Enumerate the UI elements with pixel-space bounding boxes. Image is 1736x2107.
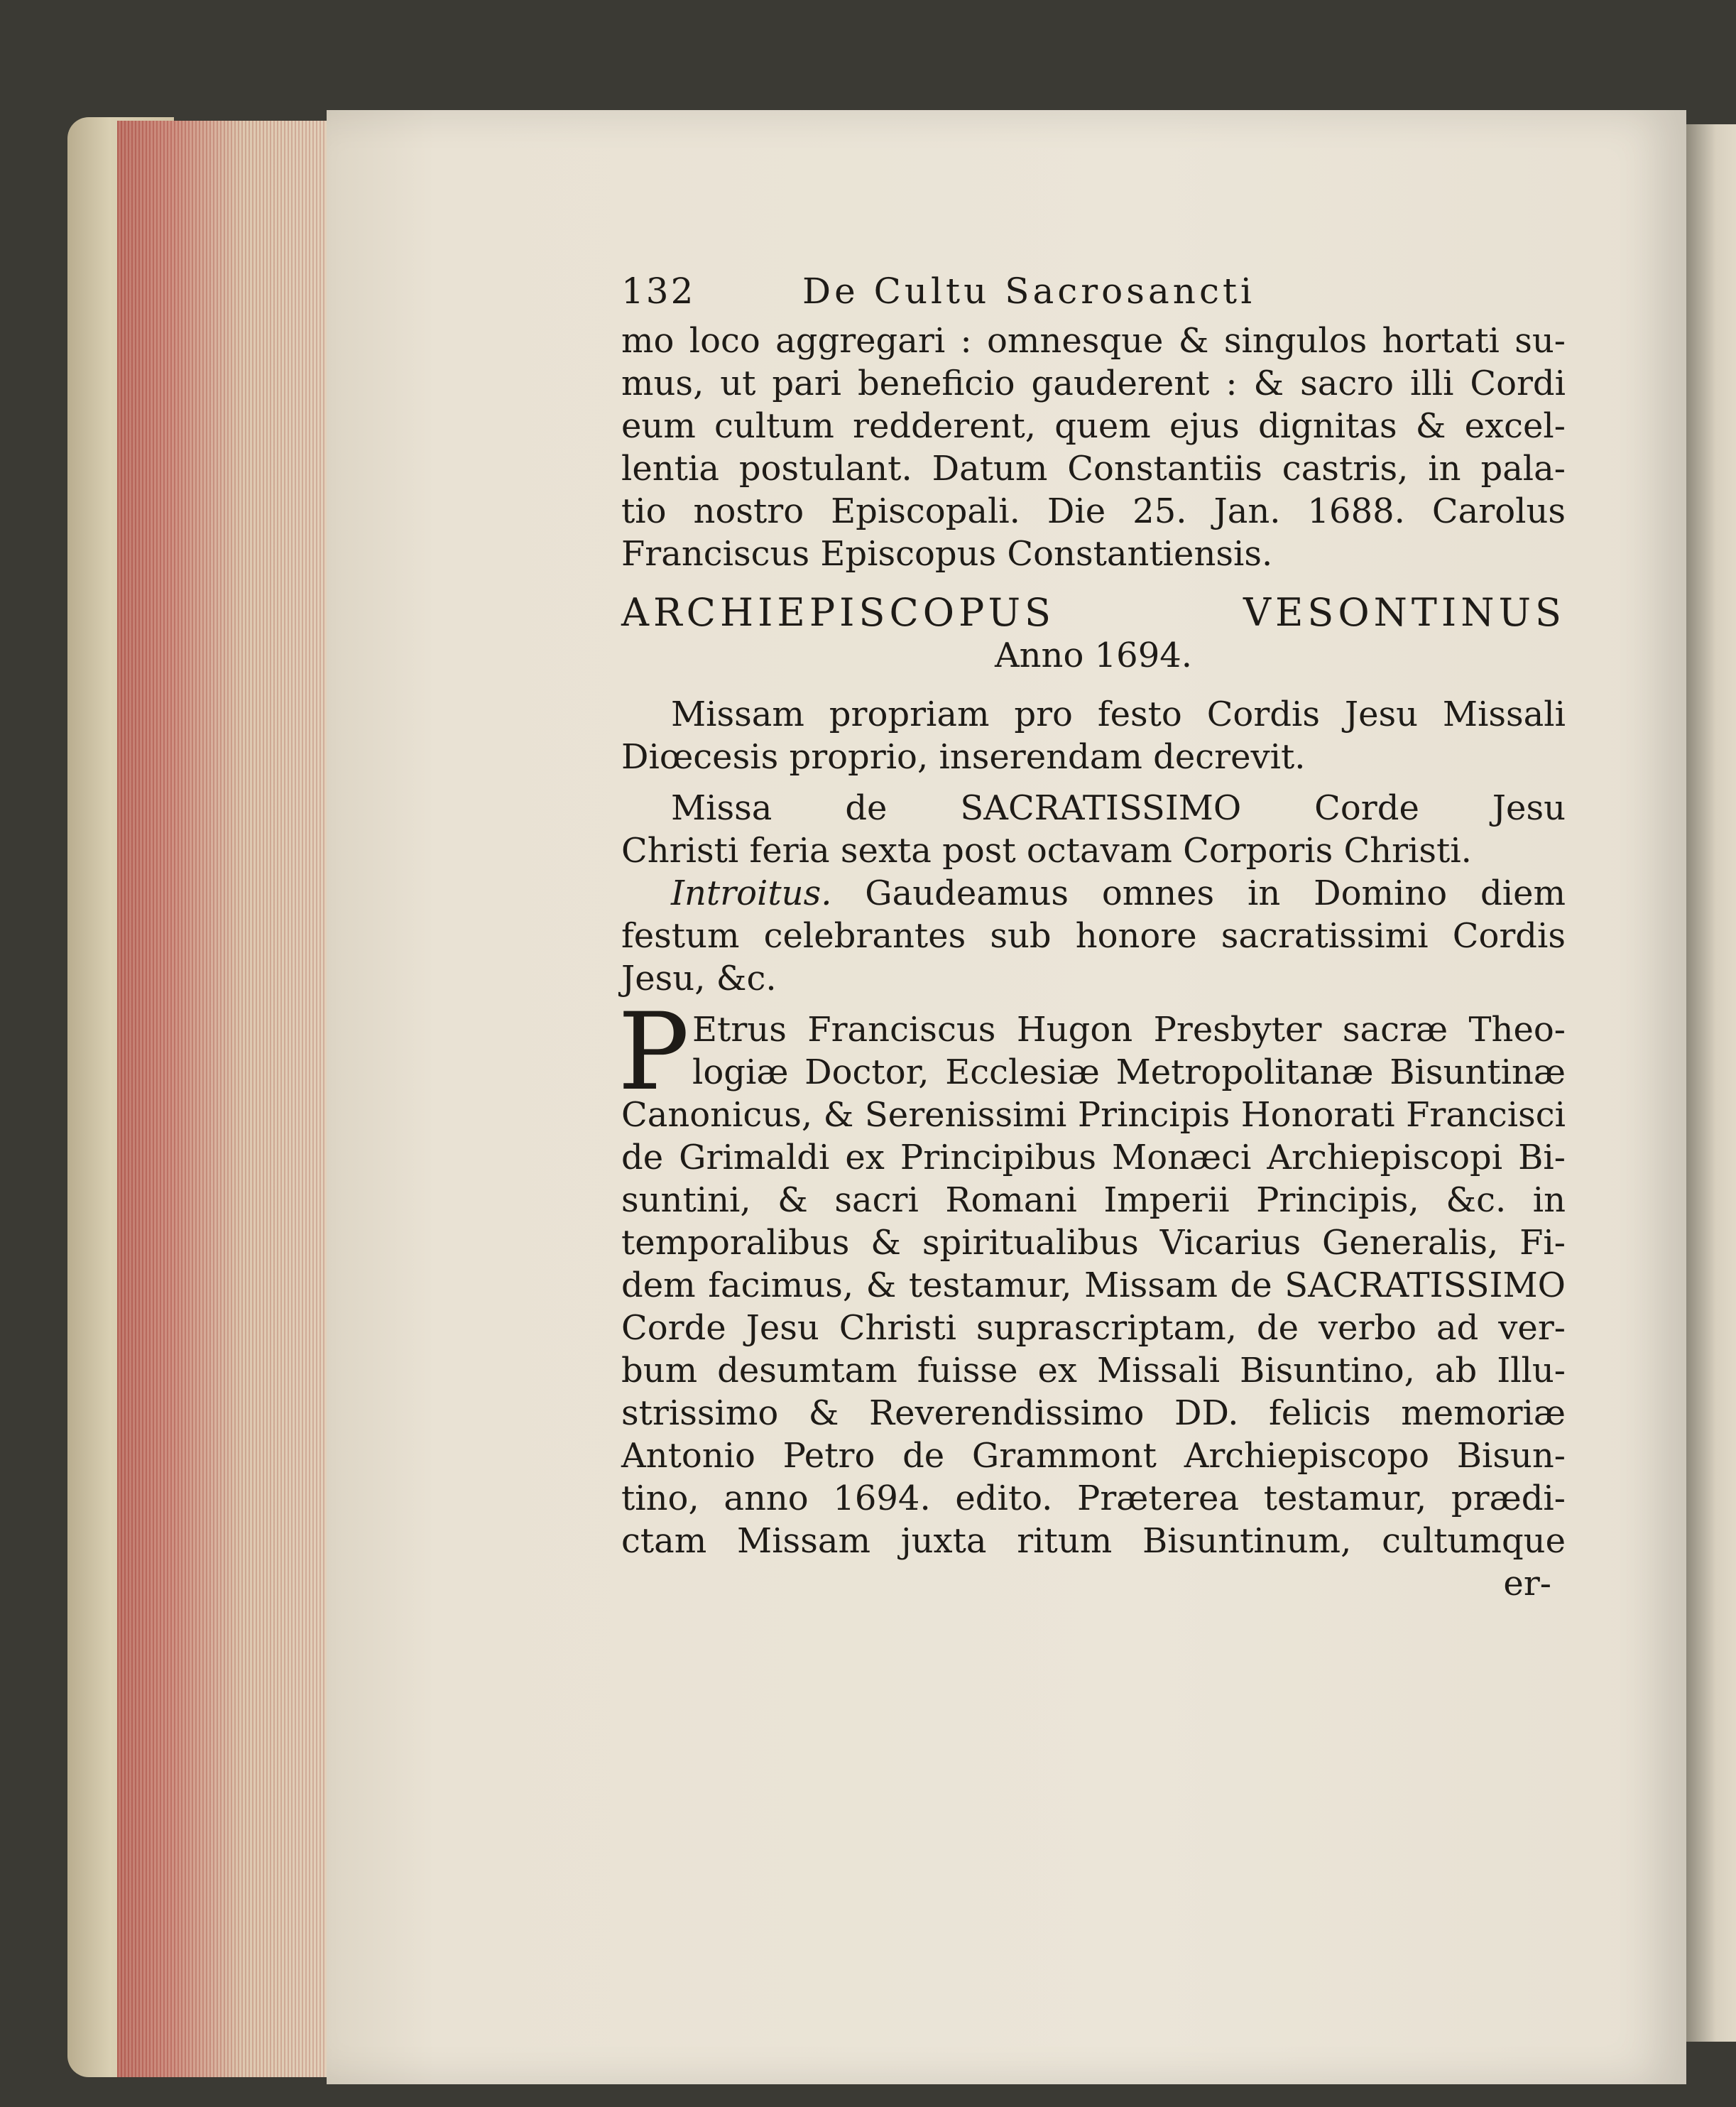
- paragraph-2: [621, 693, 1566, 778]
- running-title: De Cultu Sacrosancti: [802, 271, 1256, 312]
- text-line: Canonicus, & Serenissimi Principis Honorati Francisci: [621, 1095, 1566, 1135]
- text-line: Missa de SACRATISSIMO Corde Jesu: [671, 788, 1566, 828]
- text-line: logiæ Doctor, Ecclesiæ Metropolitanæ Bisuntinæ: [692, 1052, 1566, 1092]
- introitus-text: Gaudeamus omnes in Domino diem: [865, 873, 1566, 913]
- text-line: strissimo & Reverendissimo DD. felicis memoriæ: [621, 1393, 1566, 1433]
- text-line: eum cultum redderent, quem ejus dignitas & excel-: [621, 406, 1566, 446]
- text-line: Missam propriam pro festo Cordis Jesu Missali: [671, 695, 1566, 734]
- introitus: [621, 872, 1566, 1000]
- text-line: Jesu, &c.: [621, 959, 777, 998]
- text-line: mus, ut pari beneficio gauderent : & sacro illi Cordi: [621, 364, 1566, 403]
- text-line: ctam Missam juxta ritum Bisuntinum, cultumque: [621, 1521, 1566, 1561]
- text-line: de Grimaldi ex Principibus Monæci Archiepiscopi Bi-: [621, 1138, 1566, 1177]
- text-line: [621, 872, 1566, 915]
- drop-cap: P: [618, 991, 689, 1114]
- running-head: [621, 270, 1566, 320]
- paragraph-3: [618, 991, 1566, 1562]
- text-line: Christi feria sexta post octavam Corporis Christi.: [621, 831, 1472, 871]
- section-year: Anno 1694.: [994, 636, 1193, 675]
- text-line: dem facimus, & testamur, Missam de SACRATISSIMO: [621, 1265, 1566, 1305]
- text-line: Antonio Petro de Grammont Archiepiscopo Bisun-: [621, 1436, 1566, 1476]
- text-line: Franciscus Episcopus Constantiensis.: [621, 534, 1273, 574]
- section-heading: ARCHIEPISCOPUS VESONTINUS: [621, 590, 1566, 635]
- text-line: Corde Jesu Christi suprascriptam, de verbo ad ver-: [621, 1308, 1566, 1348]
- text-line: lentia postulant. Datum Constantiis castris, in pala-: [621, 449, 1566, 489]
- paragraph-1: [621, 320, 1566, 575]
- text-line: festum celebrantes sub honore sacratissimi Cordis: [621, 916, 1566, 956]
- catchword: er-: [1503, 1564, 1551, 1604]
- right-page-edge: [1686, 124, 1736, 2042]
- text-line: temporalibus & spiritualibus Vicarius Generalis, Fi-: [621, 1223, 1566, 1263]
- text-line: tino, anno 1694. edito. Præterea testamur, prædi-: [621, 1479, 1566, 1518]
- text-line: suntini, & sacri Romani Imperii Principis, &c. in: [621, 1180, 1566, 1220]
- text-line: mo loco aggregari : omnesque & singulos hortati su-: [621, 321, 1566, 361]
- text-line: tio nostro Episcopali. Die 25. Jan. 1688. Carolus: [621, 491, 1566, 531]
- text-line: Etrus Franciscus Hugon Presbyter sacræ Theo-: [692, 1010, 1566, 1050]
- missa-title: [621, 787, 1566, 872]
- text-line: bum desumtam fuisse ex Missali Bisuntino, ab Illu-: [621, 1351, 1566, 1390]
- page-number: 132: [621, 271, 696, 312]
- introitus-label: Introitus.: [671, 873, 832, 913]
- page-text: [618, 270, 1566, 1605]
- text-line: Diœcesis proprio, inserendam decrevit.: [621, 737, 1306, 777]
